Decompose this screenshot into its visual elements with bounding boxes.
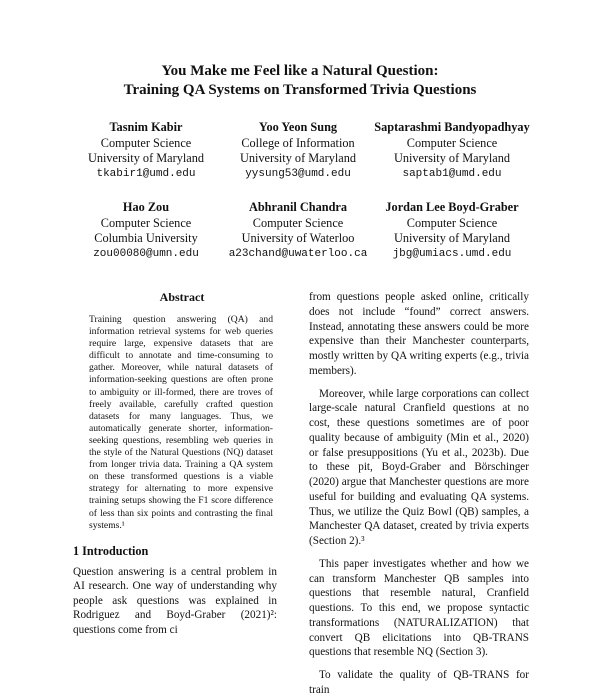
title-line-2: Training QA Systems on Transformed Trivia Questions <box>123 82 477 98</box>
paragraph: from questions people asked online, critically does not include “found” correct answers. Instead, annotating these answers could be more expensive than their Manchester counterparts, mostly written by QA writing experts (e.g., trivia members). <box>309 291 529 377</box>
title-line-1: You Make me Feel like a Natural Question: <box>161 63 439 79</box>
author-name: Saptarashmi Bandyopadhyay <box>374 120 530 134</box>
left-column <box>73 290 277 638</box>
author-name: Jordan Lee Boyd-Graber <box>385 200 519 214</box>
author-email: saptab1@umd.edu <box>402 167 502 180</box>
right-column <box>309 290 529 698</box>
author-email: a23chand@uwaterloo.ca <box>228 247 368 260</box>
author-email: tkabir1@umd.edu <box>96 167 196 180</box>
abstract-heading: Abstract <box>159 290 205 304</box>
introduction-text: Question answering is a central problem in AI research. One way of understanding why people ask questions was explained in Rodriguez and Boyd-Graber (2021)²: questions come from ci <box>73 565 277 637</box>
author-org: Columbia University <box>94 231 198 245</box>
author-dept: Computer Science <box>406 215 498 230</box>
author-email: zou00080@umn.edu <box>93 247 199 260</box>
author-name: Tasnim Kabir <box>109 120 183 134</box>
paragraph: Moreover, while large corporations can collect large-scale natural Cranfield questions at no cost, these questions sometimes are of poor quality because of ambiguity (Min et al., 2020) or false presuppositions (Yu et al., 2023b). Due to these pit, Boyd-Graber and Börschinger (2020) argue that Manchester questions are more useful for building and evaluating QA systems. Thus, we utilize the Quiz Bowl (QB) samples, a Manchester QA dataset, created by trivia experts (Section 2).³ <box>309 387 529 547</box>
author-dept: Computer Science <box>100 215 192 230</box>
author-org: University of Maryland <box>239 151 357 165</box>
author-org: University of Maryland <box>393 151 511 165</box>
author-name: Yoo Yeon Sung <box>258 120 338 134</box>
abstract-text: Training question answering (QA) and information retrieval systems for web queries require large, expensive datasets that are difficult to annotate and time-consuming to gather. Moreover, while natural datasets of information-seeking questions are often prone to ambiguity or ill-formed, there are troves of freely available, carefully crafted question datasets for many languages. Thus, we automatically generate shorter, information-seeking questions, resembling web queries in the style of the Natural Questions (NQ) dataset from longer trivia data. Training a QA system on these transformed questions is a viable strategy for alternating to more expensive training setups showing the F1 score difference of less than six points and contrasting the final systems.¹ <box>89 314 273 531</box>
author-dept: College of Information <box>241 135 355 150</box>
paper-title <box>0 62 600 100</box>
author-org: University of Waterloo <box>241 231 355 245</box>
author-dept: Computer Science <box>252 215 344 230</box>
author-dept: Computer Science <box>406 135 498 150</box>
author-name: Abhranil Chandra <box>248 200 348 214</box>
author-org: University of Maryland <box>87 151 205 165</box>
author-name: Hao Zou <box>122 200 170 214</box>
author-6 <box>352 200 552 262</box>
paragraph: This paper investigates whether and how we can transform Manchester QB samples into questions that resemble natural, Cranfield questions. To this end, we propose syntactic transformations (NATURALIZATION) that convert QB elicitations into QB-TRANS questions that resemble NQ (Section 3). <box>309 557 529 659</box>
author-email: yysung53@umd.edu <box>245 167 351 180</box>
author-dept: Computer Science <box>100 135 192 150</box>
author-org: University of Maryland <box>393 231 511 245</box>
section-heading: 1 Introduction <box>73 543 149 558</box>
paragraph: To validate the quality of QB-TRANS for train <box>309 669 529 696</box>
author-3 <box>352 120 552 182</box>
author-email: jbg@umiacs.umd.edu <box>392 247 512 260</box>
